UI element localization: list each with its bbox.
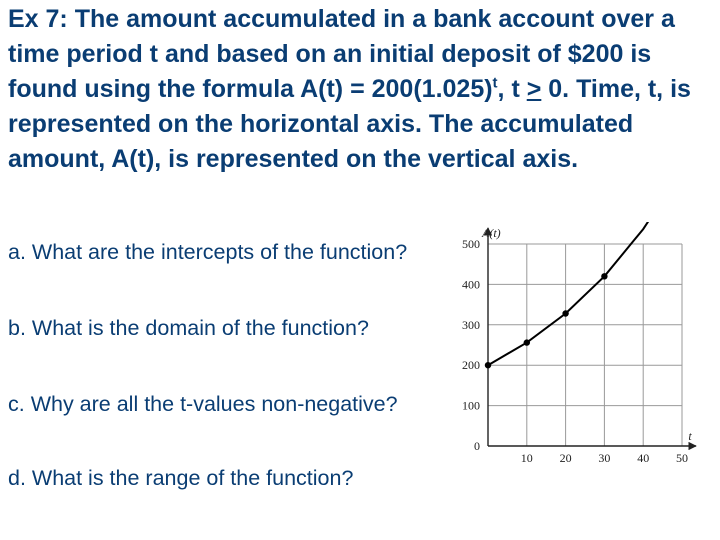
page-title [8,2,714,177]
x-tick-label: 40 [637,451,650,465]
question-d: d. What is the range of the function? [8,466,354,490]
data-point [562,310,568,316]
x-tick-label: 30 [598,451,611,465]
x-tick-label: 20 [559,451,572,465]
question-a: a. What are the intercepts of the function? [8,240,408,264]
growth-chart [440,222,700,472]
data-point [485,362,491,368]
title-text: Ex 7: The amount accumulated in a bank account over a time period t and based on an initial deposit of $200 is found using the formula A(t) = 200(1.025) [8,5,675,103]
y-tick-label: 300 [462,317,480,332]
y-tick-label: 200 [462,358,480,373]
title-text-end: 0. Time, t, is represented on the horizontal axis. The accumulated amount, A(t), is represented on the vertical axis. [8,75,691,173]
x-tick-label: 10 [520,451,533,465]
y-tick-label: 500 [462,237,480,251]
question-b: b. What is the domain of the function? [8,316,369,340]
data-point [524,339,530,345]
y-axis-label: A(t) [482,226,501,240]
data-point [601,273,607,279]
data-line [488,222,663,365]
y-tick-label: 100 [462,398,480,413]
greater-equal-symbol: > [526,75,542,103]
x-axis-label: t [688,429,692,443]
question-c: c. Why are all the t-values non-negative? [8,392,398,416]
y-tick-label: 400 [462,277,480,292]
x-tick-label: 50 [676,451,688,465]
y-tick-label: 0 [474,439,480,453]
title-text-mid: , t [497,75,527,103]
title-exponent: t [492,74,498,92]
